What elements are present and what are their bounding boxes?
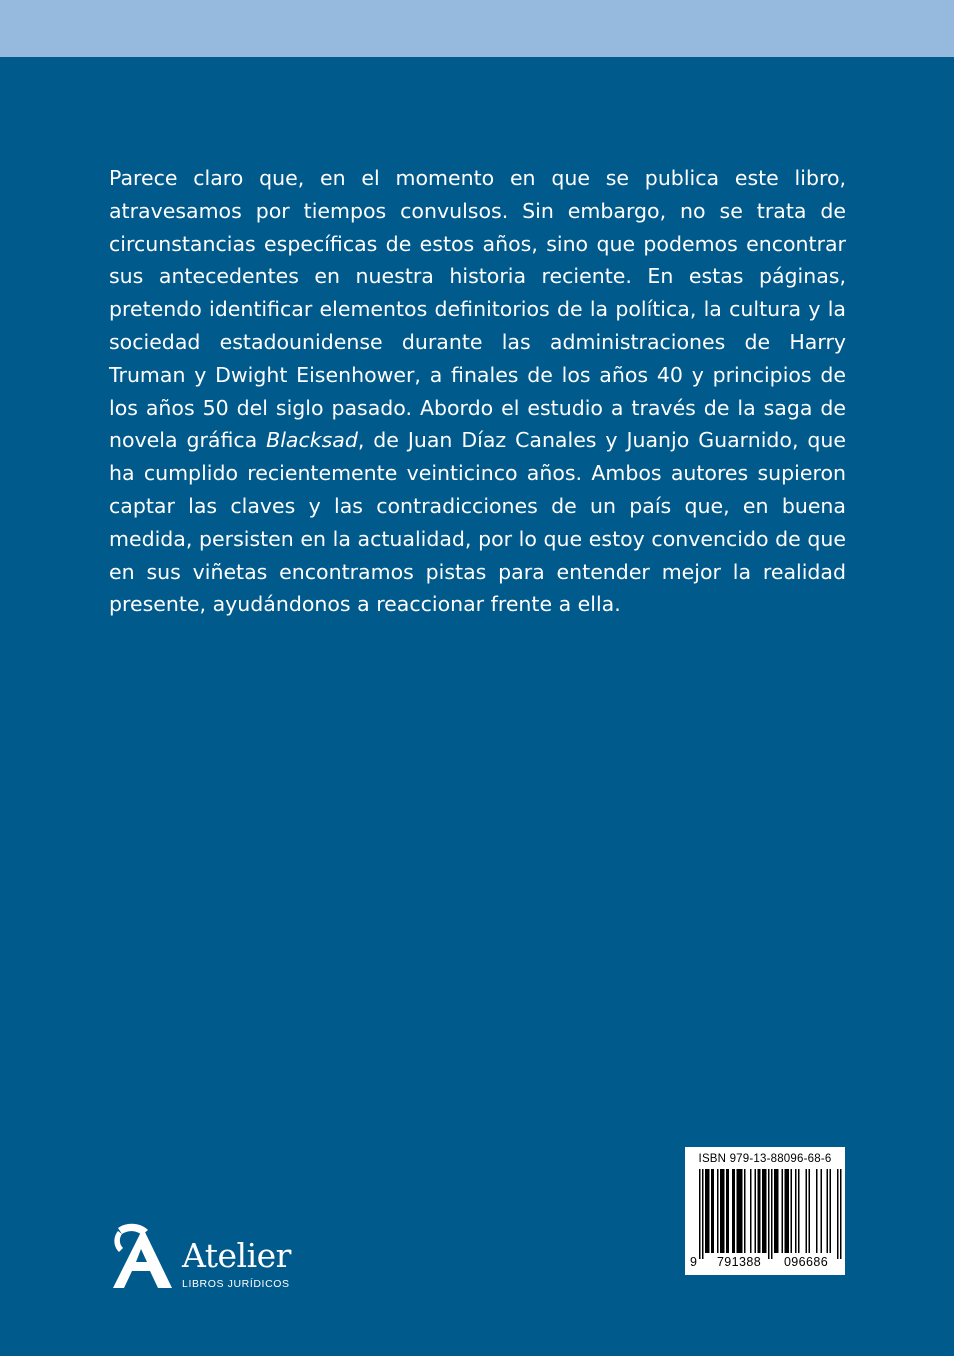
- barcode-bar: [750, 1169, 752, 1253]
- barcode-bar: [758, 1169, 760, 1253]
- barcode-bar: [708, 1169, 710, 1253]
- barcode-bar: [830, 1169, 832, 1253]
- barcode-bar: [702, 1169, 704, 1259]
- barcode-bar: [720, 1169, 722, 1253]
- barcode-bar: [741, 1169, 743, 1253]
- isbn-label: ISBN 979-13-88096-68-6: [698, 1153, 832, 1165]
- publisher-subtitle: LIBROS JURÍDICOS: [182, 1278, 290, 1290]
- blurb-italic-title: Blacksad: [266, 428, 358, 453]
- publisher-name: Atelier: [182, 1236, 291, 1275]
- barcode-bar: [795, 1169, 797, 1253]
- barcode-bar: [713, 1169, 715, 1253]
- barcode-bar: [737, 1169, 739, 1253]
- barcode-bar: [726, 1169, 728, 1253]
- barcode-bar: [723, 1169, 725, 1253]
- barcode-bar: [788, 1169, 790, 1253]
- barcode-bar: [722, 1169, 724, 1253]
- barcode-bar: [759, 1169, 761, 1253]
- barcode-bar: [755, 1169, 757, 1253]
- barcode-bar: [809, 1169, 811, 1253]
- barcode-bar: [782, 1169, 784, 1253]
- barcode-bar: [785, 1169, 787, 1253]
- barcode-bar: [762, 1169, 764, 1253]
- barcode-bar: [744, 1169, 746, 1253]
- barcode-digit-first: 9: [690, 1255, 698, 1269]
- barcode-bar: [765, 1169, 767, 1253]
- barcode-bar: [711, 1169, 713, 1253]
- barcode-digits-left: 791388: [716, 1255, 762, 1269]
- barcode-bar: [764, 1169, 766, 1253]
- barcode-bar: [768, 1169, 770, 1259]
- barcode-bar: [707, 1169, 709, 1253]
- barcode-bar: [732, 1169, 734, 1253]
- atelier-a-logo-icon: [110, 1222, 176, 1294]
- blurb-text-part-1: Parece claro que, en el momento en que se publica este libro, atravesamos por tiempos convulsos. Sin embargo, no se trata de circunstancias específicas de estos años, sino que podemos encontrar sus antecedentes en nuestra historia reciente. En estas páginas, pretendo identificar elementos definitorios de la política, la cultura y la sociedad estadounidense durante las administraciones de Harry Truman y Dwight Eisenhower, a finales de los años 40 y principios de los años 50 del siglo pasado. Abordo el estudio a través de la saga de novela gráfica: [109, 166, 846, 453]
- barcode-bar: [699, 1169, 701, 1259]
- barcode-bar: [837, 1169, 839, 1259]
- back-cover-blurb: [109, 162, 846, 621]
- barcode-bar: [786, 1169, 788, 1253]
- barcode-bar: [840, 1169, 842, 1259]
- barcode-bar: [791, 1169, 793, 1253]
- barcode-bar: [816, 1169, 818, 1253]
- barcode-bar: [821, 1169, 823, 1253]
- publisher-logo: [110, 1222, 300, 1298]
- barcode-bar: [734, 1169, 736, 1253]
- barcode-bar: [776, 1169, 778, 1253]
- barcode-bar: [717, 1169, 719, 1253]
- barcode-bar: [738, 1169, 740, 1253]
- barcode-digits-right: 096686: [783, 1255, 829, 1269]
- barcode-bar: [740, 1169, 742, 1253]
- barcode-bar: [827, 1169, 829, 1253]
- barcode-bar: [705, 1169, 707, 1253]
- barcode-bar: [771, 1169, 773, 1259]
- barcode-bar: [777, 1169, 779, 1253]
- barcode-bar: [728, 1169, 730, 1253]
- blurb-text-part-2: , de Juan Díaz Canales y Juanjo Guarnido, que ha cumplido recientemente veinticinco años. Ambos autores supieron captar las claves y las contradicciones de un país que, en buena medida, persisten en la actualidad, por lo que estoy convencido de que en sus viñetas encontramos pistas para entender mejor la realidad presente, ayudándonos a reaccionar frente a ella.: [109, 428, 846, 617]
- barcode-bar: [774, 1169, 776, 1253]
- top-color-band: [0, 0, 954, 57]
- barcode-bar: [798, 1169, 800, 1253]
- isbn-barcode: [685, 1147, 845, 1275]
- barcode-bar: [806, 1169, 808, 1253]
